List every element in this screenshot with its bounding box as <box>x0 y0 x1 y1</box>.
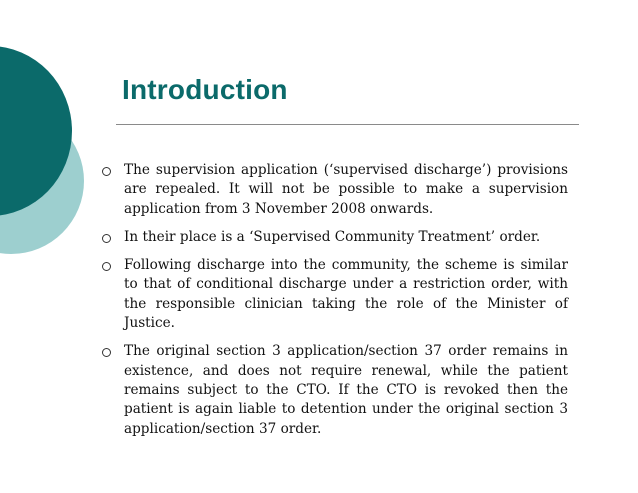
hollow-circle-bullet-icon <box>102 348 111 357</box>
bullet-item <box>104 342 568 438</box>
hollow-circle-bullet-icon <box>102 167 111 176</box>
bullet-text: Following discharge into the community, the scheme is similar to that of conditional discharge under a restriction order, with the responsible clinician taking the role of the Minister of Justice. <box>124 257 568 332</box>
bullet-list <box>104 161 568 448</box>
hollow-circle-bullet-icon <box>102 234 111 243</box>
hollow-circle-bullet-icon <box>102 262 111 271</box>
bullet-text: In their place is a ‘Supervised Community Treatment’ order. <box>124 228 541 245</box>
bullet-item <box>104 228 568 247</box>
bullet-item <box>104 256 568 333</box>
bullet-text: The supervision application (‘supervised discharge’) provisions are repealed. It will not be possible to make a supervision application from 3 November 2008 onwards. <box>124 162 568 217</box>
bullet-text: The original section 3 application/section 37 order remains in existence, and does not require renewal, while the patient remains subject to the CTO. If the CTO is revoked then the patient is again liable to detention under the original section 3 application/section 37 order. <box>124 343 568 437</box>
slide-title: Introduction <box>122 74 288 105</box>
title-divider <box>116 124 579 125</box>
bullet-item <box>104 161 568 219</box>
